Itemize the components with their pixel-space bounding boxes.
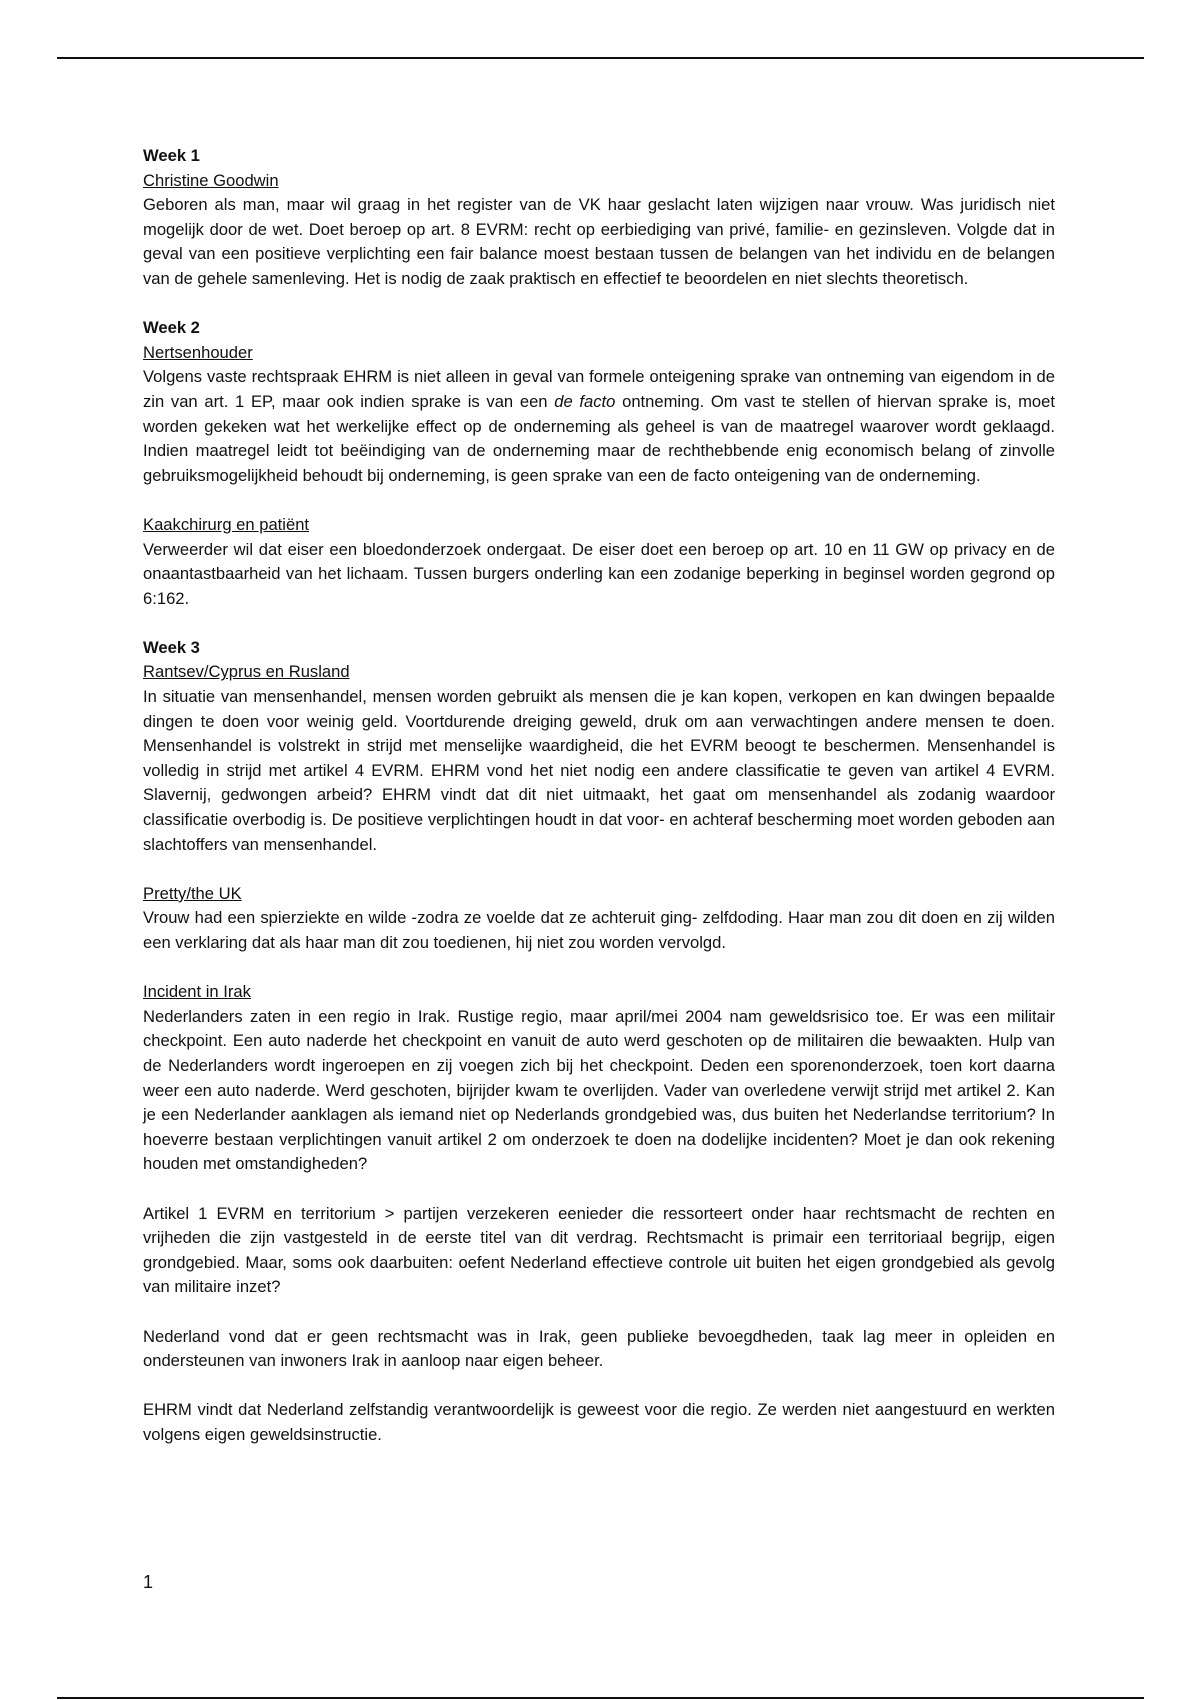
spacer <box>143 488 1055 513</box>
header-rule <box>57 57 1144 59</box>
case-text-nertsenhouder-part-b: ontneming. Om vast te stellen of hiervan sprake is, moet worden gekeken wat het werkelijke effect op de onderneming als geheel is van de maatregel waarover wordt geklaagd. Indien maatregel leidt tot beëindiging van de onderneming maar de rechthebbende enig economisch belang of zinvolle gebruiksmogelijkheid behoudt bij onderneming, is geen sprake van een de facto onteigening van de onderneming. <box>143 391 1055 485</box>
week-1-heading: Week 1 <box>143 146 200 165</box>
footer-rule <box>57 1697 1144 1699</box>
week-3-heading: Week 3 <box>143 637 200 657</box>
case-text-incident-irak-2: Artikel 1 EVRM en territorium > partijen verzekeren eenieder die ressorteert onder haar rechtsmacht de rechten en vrijheden die zijn vastgesteld in de eerste titel van dit verdrag. Rechtsmacht is primair een territoriaal begrijp, eigen grondgebied. Maar, soms ook daarbuiten: oefent Nederland effectieve controle uit buiten het eigen grondgebied als gevolg van militaire inzet? <box>143 1203 1055 1297</box>
spacer <box>143 1374 1055 1399</box>
case-title-incident-irak: Incident in Irak <box>143 982 251 1002</box>
spacer <box>143 611 1055 636</box>
spacer <box>143 1177 1055 1202</box>
case-text-nertsenhouder-italic: de facto <box>554 391 616 411</box>
case-text-incident-irak-1: Nederlanders zaten in een regio in Irak. Rustige regio, maar april/mei 2004 nam geweldsrisico toe. Er was een militair checkpoint. Een auto naderde het checkpoint en vanuit de auto werd geschoten op de militairen die bewaakten. Hulp van de Nederlanders wordt ingeroepen en zij voegen zich bij het checkpoint. Deden een sporenonderzoek, toen kort daarna weer een auto naderde. Werd geschoten, bijrijder kwam te overlijden. Vader van overledene verwijt strijd met artikel 2. Kan je een Nederlander aanklagen als iemand niet op Nederlands grondgebied was, dus buiten het Nederlandse territorium? In hoeverre bestaan verplichtingen vanuit artikel 2 om onderzoek te doen na dodelijke incidenten? Moet je dan ook rekening houden met omstandigheden? <box>143 1006 1055 1174</box>
case-text-nertsenhouder <box>143 365 1055 488</box>
case-text-kaakchirurg: Verweerder wil dat eiser een bloedonderzoek ondergaat. De eiser doet een beroep op art. 10 en 11 GW op privacy en de onaantastbaarheid van het lichaam. Tussen burgers onderling kan een zodanige beperking in beginsel worden gegrond op 6:162. <box>143 539 1055 608</box>
spacer <box>143 1300 1055 1325</box>
spacer <box>143 857 1055 882</box>
case-text-christine-goodwin: Geboren als man, maar wil graag in het register van de VK haar geslacht laten wijzigen naar vrouw. Was juridisch niet mogelijk door de wet. Doet beroep op art. 8 EVRM: recht op eerbiediging van privé, familie- en gezinsleven. Volgde dat in geval van een positieve verplichting een fair balance moest bestaan tussen de belangen van het individu en de belangen van de gehele samenleving. Het is nodig de zaak praktisch en effectief te beoordelen en niet slechts theoretisch. <box>143 195 1055 288</box>
case-text-nertsenhouder-part-a: Volgens vaste rechtspraak EHRM is niet alleen in geval van formele onteigening sprake van ontneming van eigendom in de zin van art. 1 EP, maar ook indien sprake is van een <box>143 367 1055 411</box>
case-title-rantsev: Rantsev/Cyprus en Rusland <box>143 662 350 682</box>
case-title-kaakchirurg: Kaakchirurg en patiënt <box>143 514 310 534</box>
week-2-heading: Week 2 <box>143 318 200 338</box>
document-body <box>143 144 1055 1447</box>
case-title-christine-goodwin: Christine Goodwin <box>143 170 279 190</box>
case-text-rantsev: In situatie van mensenhandel, mensen worden gebruikt als mensen die je kan kopen, verkopen en kan dwingen bepaalde dingen te doen voor weinig geld. Voortdurende dreiging geweld, druk om aan verwachtingen andere mensen te doen. Mensenhandel is volstrekt in strijd met menselijke waardigheid, die het EVRM beoogt te beschermen. Mensenhandel is volledig in strijd met artikel 4 EVRM. EHRM vond het niet nodig een andere classificatie te geven van artikel 4 EVRM. Slavernij, gedwongen arbeid? EHRM vindt dat dit niet uitmaakt, het gaat om mensenhandel als zodanig waardoor classificatie overbodig is. De positieve verplichtingen houdt in dat voor- en achteraf bescherming moet worden geboden aan slachtoffers van mensenhandel. <box>143 687 1055 854</box>
case-text-pretty: Vrouw had een spierziekte en wilde -zodra ze voelde dat ze achteruit ging- zelfdoding. Haar man zou dit doen en zij wilden een verklaring dat als haar man dit zou toedienen, hij niet zou worden vervolgd. <box>143 908 1055 952</box>
spacer <box>143 292 1055 317</box>
case-text-incident-irak-4: EHRM vindt dat Nederland zelfstandig verantwoordelijk is geweest voor die regio. Ze werden niet aangestuurd en werkten volgens eigen geweldsinstructie. <box>143 1400 1055 1444</box>
case-title-nertsenhouder: Nertsenhouder <box>143 342 253 362</box>
spacer <box>143 956 1055 981</box>
page-number: 1 <box>143 1572 154 1592</box>
case-text-incident-irak-3: Nederland vond dat er geen rechtsmacht was in Irak, geen publieke bevoegdheden, taak lag meer in opleiden en ondersteunen van inwoners Irak in aanloop naar eigen beheer. <box>143 1326 1055 1371</box>
case-title-pretty: Pretty/the UK <box>143 883 242 903</box>
